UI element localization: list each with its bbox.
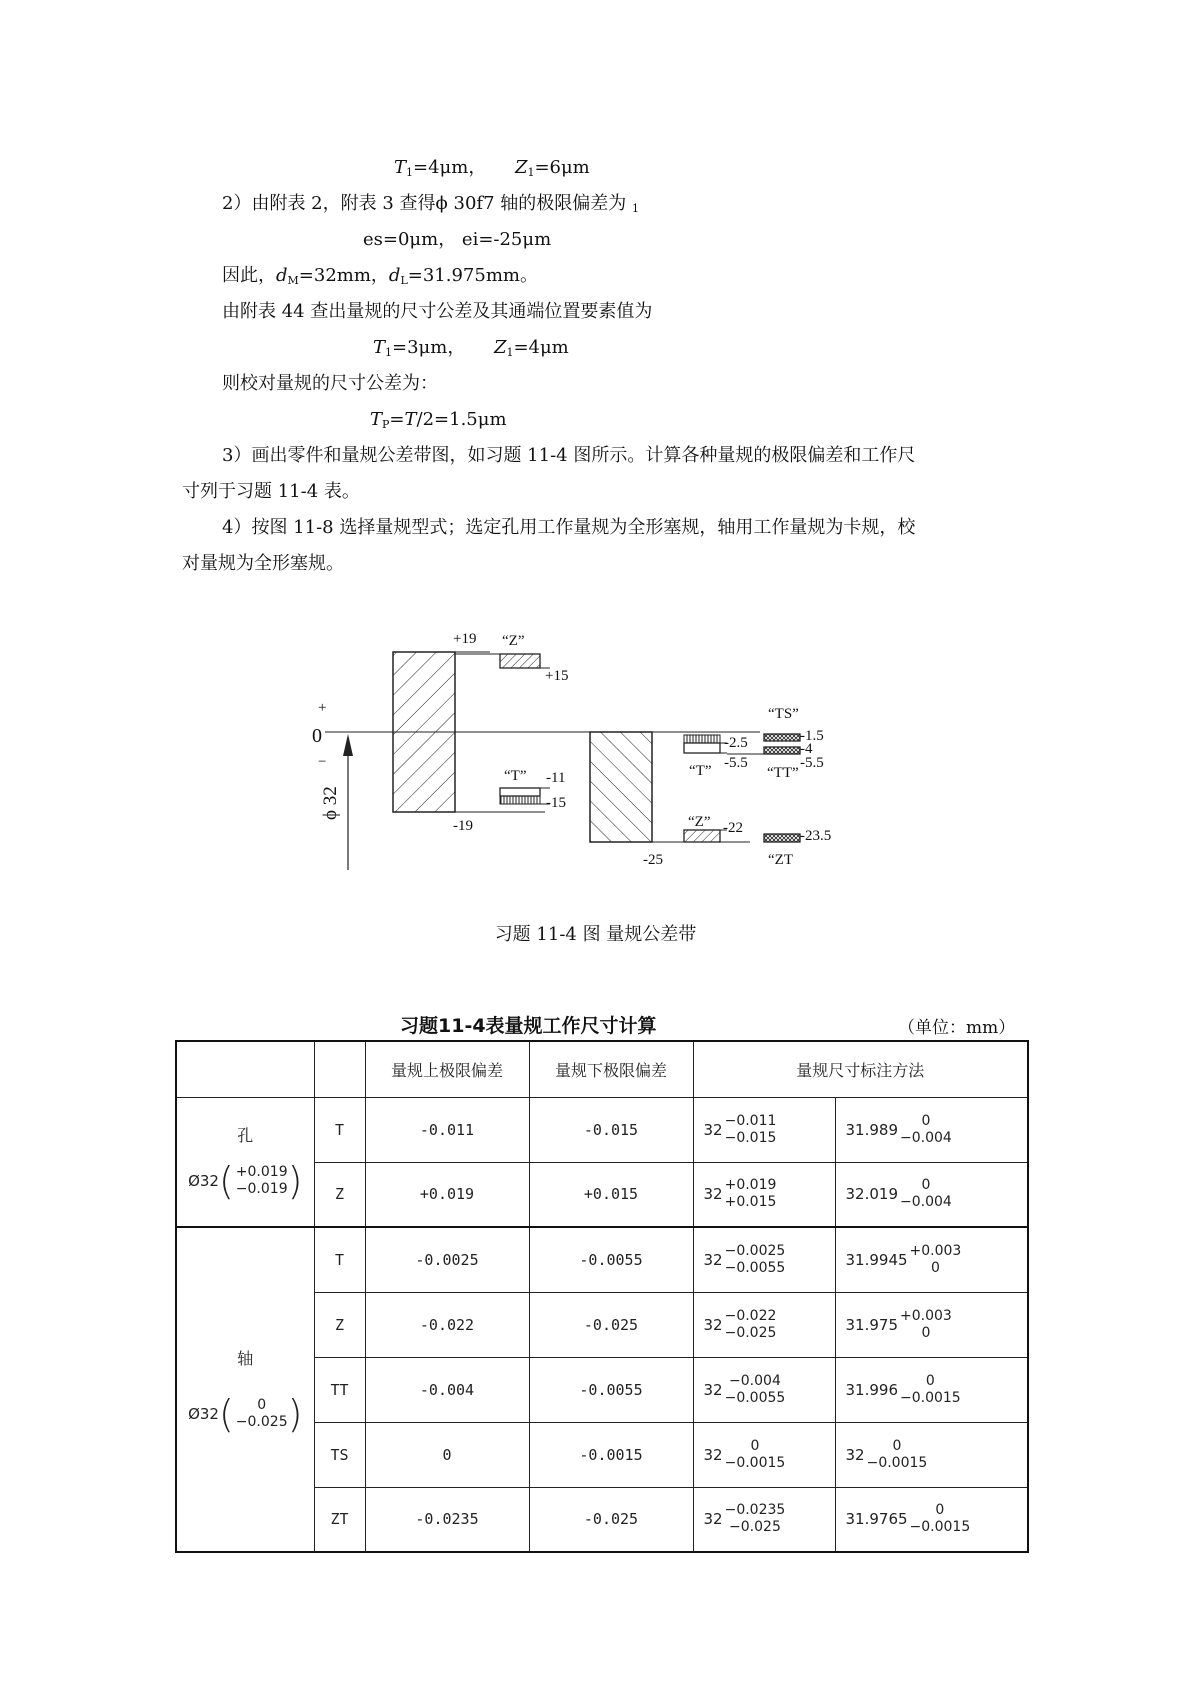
text-line-t1-z1: $T_1=4\mu m$， $Z_1=6\mu m$ [394,157,590,179]
hole-base-size: Ø32 [188,1172,219,1191]
hole-part-cell: 孔 Ø32 ( +0.019 −0.019 ) [176,1097,314,1227]
marking-method-1: 32 −0.022 −0.025 [693,1292,835,1357]
marking-method-2: 32 0 −0.0015 [835,1422,1028,1487]
tt-upper: -4 [800,741,813,757]
shaft-t-upper: -2.5 [724,735,748,751]
hole-lower-dev: -19 [453,818,473,834]
hole-t-label: “T” [504,768,527,784]
upper-dev-cell: -0.0235 [365,1487,529,1552]
lower-dev-cell: -0.0055 [529,1357,693,1422]
text-line-12: 对量规为全形塞规。 [182,553,344,574]
lower-dev-cell: -0.025 [529,1487,693,1552]
upper-dev-cell: -0.011 [365,1097,529,1162]
text-line-9: 3）画出零件和量规公差带图，如习题 11-4 图所示。计算各种量规的极限偏差和工作尺 [222,445,916,466]
shaft-z-gauge-zone [684,830,720,842]
upper-dev-cell: +0.019 [365,1162,529,1227]
hole-name: 孔 [237,1126,254,1146]
header-lower-dev: 量规下极限偏差 [529,1041,693,1097]
header-marking: 量规尺寸标注方法 [693,1041,1028,1097]
hole-t-gauge-zone [500,788,540,796]
marking-method-1: 32 −0.004 −0.0055 [693,1357,835,1422]
table-row [176,1227,1028,1292]
shaft-z-label: “Z” [688,814,711,830]
marking-method-2: 31.975 +0.003 0 [835,1292,1028,1357]
text-line-10: 寸列于习题 11-4 表。 [182,481,360,502]
lower-dev-cell: +0.015 [529,1162,693,1227]
lower-dev-cell: -0.015 [529,1097,693,1162]
table-unit: （单位：mm） [898,1018,1016,1038]
gauge-type: Z [314,1162,365,1227]
plus-sign: + [318,700,327,716]
shaft-base-size: Ø32 [188,1405,219,1423]
zero-label: 0 [312,725,322,747]
marking-method-1: 32 −0.0235 −0.025 [693,1487,835,1552]
lower-dev-cell: -0.025 [529,1292,693,1357]
zt-label: “ZT [768,852,793,868]
marking-method-1: 32 −0.0025 −0.0055 [693,1227,835,1292]
text-line-7: 则校对量规的尺寸公差为： [222,373,438,394]
gauge-type: T [314,1097,365,1162]
shaft-t-lower: -5.5 [724,755,748,771]
figure-caption: 习题 11-4 图 量规公差带 [494,924,697,945]
zt-upper: -23.5 [800,828,832,844]
table-header-row [176,1041,1028,1097]
text-line-tp: $T_P=T/2=1.5\mu m$ [370,409,507,431]
hole-upper-dev: +19 [453,631,477,647]
ts-gauge-zone [764,734,800,741]
upper-dev-cell: -0.022 [365,1292,529,1357]
hole-t-lower: -15 [546,795,566,811]
tolerance-zone-diagram [290,600,850,890]
upper-dev-cell: -0.004 [365,1357,529,1422]
ts-lower: -1.5 [800,728,824,744]
shaft-name: 轴 [237,1349,254,1368]
text-line-5: 由附表 44 查出量规的尺寸公差及其通端位置要素值为 [222,301,653,322]
text-line-es-ei: es=0μm， ei=-25μm [363,229,552,250]
marking-method-1: 32 +0.019 +0.015 [693,1162,835,1227]
upper-dev-cell: 0 [365,1422,529,1487]
table-title: 习题11-4表量规工作尺寸计算 [400,1015,657,1037]
shaft-lower-dev: -25 [643,852,663,868]
hole-z-gauge-zone [500,654,540,668]
shaft-t-gauge-zone [684,743,720,753]
tt-gauge-zone [764,747,800,754]
hole-t-upper: -11 [546,770,566,786]
shaft-part-cell: 轴 Ø32 ( 0 −0.025 ) [176,1227,314,1552]
shaft-t-label: “T” [689,763,712,779]
gauge-type: Z [314,1292,365,1357]
text-line-2: 2）由附表 2，附表 3 查得ϕ 30f7 轴的极限偏差为 $_1$ [222,193,639,215]
gauge-type: TS [314,1422,365,1487]
marking-method-2: 31.989 0 −0.004 [835,1097,1028,1162]
marking-method-2: 32.019 0 −0.004 [835,1162,1028,1227]
tt-lower: -5.5 [800,755,824,771]
hole-t-gauge-wear [500,796,540,804]
tt-label: “TT” [767,765,799,781]
gauge-type: ZT [314,1487,365,1552]
phi32-label: ϕ 32 [320,786,341,820]
text-line-dm-dl: 因此，$d_M=32mm$，$d_L=31.975mm$。 [222,265,538,287]
lower-dev-cell: -0.0015 [529,1422,693,1487]
upper-dev-cell: -0.0025 [365,1227,529,1292]
gauge-type: T [314,1227,365,1292]
hole-z-label: “Z” [502,633,525,649]
ts-label: “TS” [768,706,799,722]
marking-method-2: 31.996 0 −0.0015 [835,1357,1028,1422]
hole-z-lower: +15 [545,668,569,684]
axis-arrow-icon [343,734,353,756]
gauge-size-table [175,1040,1029,1553]
minus-sign: − [318,754,327,770]
table-row [176,1097,1028,1162]
zt-gauge-zone [764,834,800,842]
text-line-11: 4）按图 11-8 选择量规型式；选定孔用工作量规为全形塞规，轴用工作量规为卡规，校 [222,517,916,538]
lower-dev-cell: -0.0055 [529,1227,693,1292]
gauge-type: TT [314,1357,365,1422]
hole-tolerance-zone [393,652,455,812]
text-line-t1-z1-b: $T_1=3\mu m$， $Z_1=4\mu m$ [373,337,569,359]
shaft-t-gauge-wear [684,735,720,743]
marking-method-2: 31.9945 +0.003 0 [835,1227,1028,1292]
header-upper-dev: 量规上极限偏差 [365,1041,529,1097]
shaft-z-upper: -22 [723,820,743,836]
marking-method-1: 32 0 −0.0015 [693,1422,835,1487]
shaft-tolerance-zone [590,732,652,842]
marking-method-2: 31.9765 0 −0.0015 [835,1487,1028,1552]
marking-method-1: 32 −0.011 −0.015 [693,1097,835,1162]
